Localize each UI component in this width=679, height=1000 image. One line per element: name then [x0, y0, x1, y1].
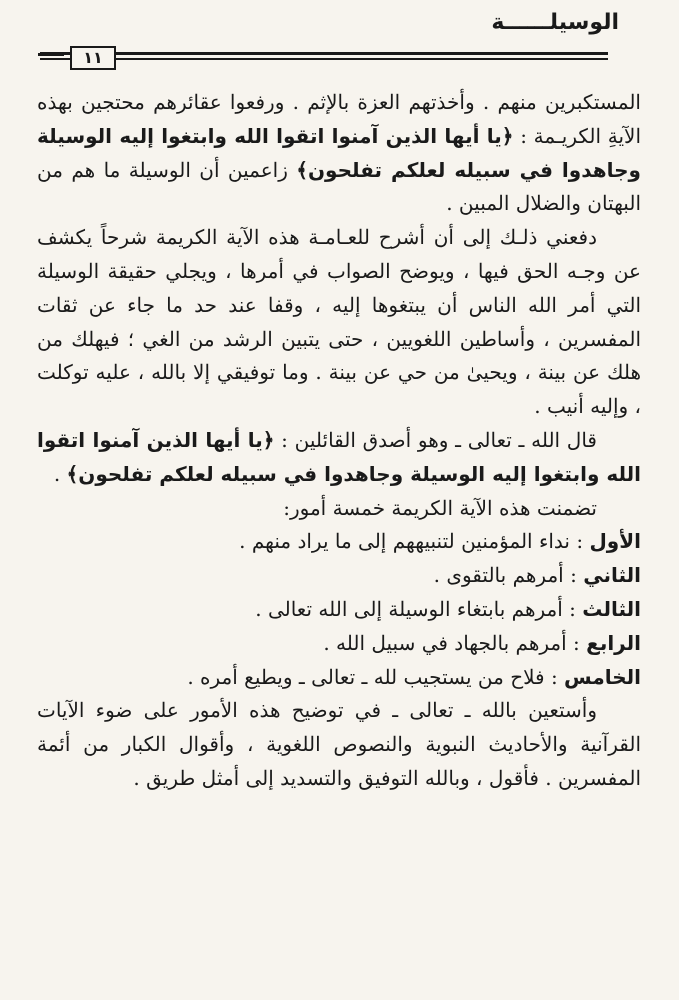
rule-line-top — [40, 52, 608, 55]
paragraph-5: وأستعين بالله ـ تعالى ـ في توضيح هذه الأمور على ضوء الآيات القرآنية والأحاديث النبوية والنصوص اللغوية ، وأقوال الكبار من أئمة المفسرين . فأقول ، وبالله التوفيق والتسديد إلى أمثل طريق . — [37, 698, 641, 790]
paragraph-4: تضمنت هذه الآية الكريمة خمسة أمور: — [283, 495, 597, 520]
list-item — [37, 627, 641, 661]
quran-bracket-close: ﴾ — [66, 461, 79, 486]
list-item-label: الرابع — [586, 630, 641, 655]
quran-verse: يا أيها الذين آمنوا اتقوا الله وابتغوا إليه الوسيلة وجاهدوا في سبيله لعلكم تفلحون — [37, 427, 641, 486]
list-item-label: الثالث — [582, 596, 641, 621]
list-item-label: الأول — [589, 529, 641, 554]
header-rule — [40, 46, 608, 68]
paragraph-2: دفعني ذلـك إلى أن أشرح للعـامـة هذه الآية الكريمة شرحاً يكشف عن وجـه الحق فيها ، ويوضح الصواب في أمرها ، ويجلي حقيقة الوسيلة التي أمر الله الناس أن يبتغوها إليه ، وقفا عند حد ما جاء عن ثقات المفسرين ، وأساطين اللغويين ، حتى يتبين الرشد من الغي ؛ فيهلك من هلك عن بينة ، ويحيىٰ من حي عن بينة . وما توفيقي إلا بالله ، عليه توكلت ، وإليه أنيب . — [37, 225, 641, 419]
paragraph-3 — [37, 424, 641, 492]
quran-bracket-close: ﴾ — [296, 157, 308, 182]
page-number: ١١ — [70, 46, 116, 70]
paragraph-1-intro: المستكبرين منهم . وأخذتهم العزة بالإثم . ورفعوا عقائرهم محتجين بهذه الآيةِ الكريـمة : — [37, 90, 641, 148]
paragraph-1-outro: زاعمين أن الوسيلة ما هم من البهتان والضلال المبين . — [37, 157, 641, 216]
running-title: الوسيلــــــة — [491, 10, 619, 35]
list-item-label: الثاني — [583, 563, 641, 588]
paragraph-3-intro: قال الله ـ تعالى ـ وهو أصدق القائلين : — [274, 427, 597, 452]
list-item — [37, 525, 641, 559]
list-item-text: : أمرهم بالتقوى . — [433, 563, 584, 588]
quran-verse: يا أيها الذين آمنوا اتقوا الله وابتغوا إليه الوسيلة وجاهدوا في سبيله لعلكم تفلحون — [37, 123, 641, 182]
quran-bracket-open: ﴿ — [501, 123, 514, 148]
rule-line-bottom — [40, 58, 608, 60]
paragraph-1 — [37, 86, 641, 221]
body-text — [37, 86, 641, 796]
list-item-text: : نداء المؤمنين لتنبيههم إلى ما يراد منهم . — [239, 529, 590, 554]
paragraph-3-outro: . — [53, 461, 67, 486]
quran-bracket-open: ﴿ — [262, 427, 275, 452]
list-item-text: : أمرهم بالجهاد في سبيل الله . — [323, 630, 587, 655]
list-item — [37, 593, 641, 627]
list-item — [37, 661, 641, 695]
list-item-text: : فلاح من يستجيب لله ـ تعالى ـ ويطيع أمره . — [187, 664, 565, 689]
rule-dash-top — [38, 53, 64, 56]
list-item-text: : أمرهم بابتغاء الوسيلة إلى الله تعالى . — [255, 596, 583, 621]
list-item — [37, 559, 641, 593]
list-item-label: الخامس — [564, 664, 641, 689]
